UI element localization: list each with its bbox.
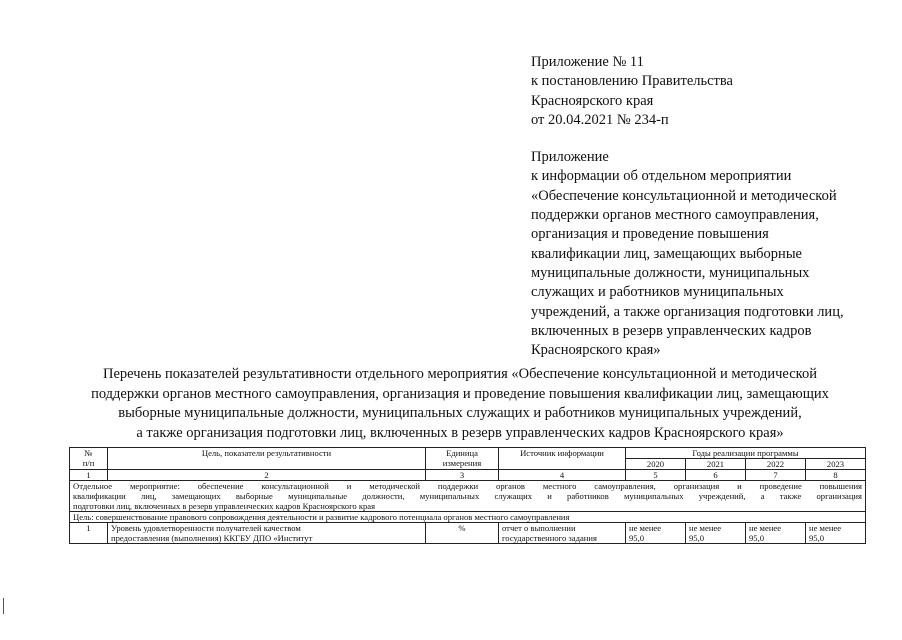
col-number: 5 <box>626 470 686 481</box>
title-line: поддержки органов местного самоуправления, организация и проведение повышения квалификации лиц, замещающих <box>91 385 829 402</box>
indicator-line: Уровень удовлетворенности получателей качеством <box>111 523 301 533</box>
header-unit-line: измерения <box>442 458 482 468</box>
indicator-line: предоставления (выполнения) ККГБУ ДПО «Институт <box>111 533 313 543</box>
row-value-2022 <box>746 523 806 544</box>
appendix-line: к постановлению Правительства <box>531 73 733 90</box>
header-year: 2020 <box>626 459 686 470</box>
measure-row <box>70 481 866 512</box>
header-goal: Цель, показатели результативности <box>108 448 426 470</box>
row-value-2021 <box>686 523 746 544</box>
header-year: 2023 <box>806 459 866 470</box>
appendix-line: муниципальные должности, муниципальных <box>531 264 810 281</box>
value-prefix: не менее <box>629 523 662 533</box>
header-num <box>70 448 108 470</box>
value-number: 95,0 <box>749 533 765 543</box>
appendix-line: поддержки органов местного самоуправления, <box>531 207 819 224</box>
value-prefix: не менее <box>809 523 842 533</box>
col-number: 7 <box>746 470 806 481</box>
measure-line: Отдельное мероприятие: обеспечение консультационной и методической поддержки органов местного самоуправления, организация и проведение повышения <box>73 481 862 491</box>
header-year: 2022 <box>746 459 806 470</box>
col-number: 3 <box>426 470 499 481</box>
table-row <box>70 523 866 544</box>
row-num: 1 <box>70 523 108 544</box>
appendix-line: Красноярского края» <box>531 342 661 359</box>
value-prefix: не менее <box>689 523 722 533</box>
col-number: 8 <box>806 470 866 481</box>
header-years: Годы реализации программы <box>626 448 866 459</box>
row-unit: % <box>426 523 499 544</box>
row-value-2020 <box>626 523 686 544</box>
source-line: отчет о выполнении <box>502 523 576 533</box>
goal-cell: Цель: совершенствование правового сопровождения деятельности и развитие кадрового потенциала органов местного самоуправления <box>70 512 866 523</box>
indicators-table <box>69 447 866 544</box>
source-line: государственного задания <box>502 533 597 543</box>
title-line: а также организация подготовки лиц, включенных в резерв управленческих кадров Красноярского края» <box>136 424 784 441</box>
title-line: выборные муниципальные должности, муниципальных служащих и работников муниципальных учреждений, <box>118 405 802 421</box>
row-value-2023 <box>806 523 866 544</box>
header-num-line: п/п <box>82 458 95 468</box>
goal-row <box>70 512 866 523</box>
appendix-line: к информации об отдельном мероприятии <box>531 168 792 185</box>
header-year: 2021 <box>686 459 746 470</box>
appendix-line: организация и проведение повышения <box>531 226 769 243</box>
measure-cell <box>70 481 866 512</box>
header-num-line: № <box>84 448 93 458</box>
header-unit <box>426 448 499 470</box>
appendix-line: от 20.04.2021 № 234-п <box>531 111 669 128</box>
appendix-line: включенных в резерв управленческих кадров <box>531 322 812 339</box>
header-source: Источник информации <box>499 448 626 470</box>
value-number: 95,0 <box>809 533 825 543</box>
appendix-line: «Обеспечение консультационной и методической <box>531 187 837 204</box>
col-number: 4 <box>499 470 626 481</box>
appendix-line: квалификации лиц, замещающих выборные <box>531 245 802 262</box>
col-number: 1 <box>70 470 108 481</box>
spacer <box>531 130 876 148</box>
value-number: 95,0 <box>689 533 705 543</box>
scan-margin-mark <box>3 598 4 614</box>
measure-line: квалификации лиц, замещающих выборные муниципальные должности, муниципальных служащих и работников муниципальных учреждений, а также организация <box>73 491 862 501</box>
value-number: 95,0 <box>629 533 645 543</box>
column-number-row <box>70 470 866 481</box>
appendix-line: Приложение <box>531 149 609 166</box>
row-source <box>499 523 626 544</box>
title-line: Перечень показателей результативности отдельного мероприятия «Обеспечение консультационной и методической <box>103 366 817 382</box>
header-unit-line: Единица <box>446 448 478 458</box>
appendix-line: служащих и работников муниципальных <box>531 284 784 301</box>
appendix-header <box>531 53 876 360</box>
appendix-line: Приложение № 11 <box>531 54 644 70</box>
document-title <box>40 365 880 443</box>
col-number: 6 <box>686 470 746 481</box>
value-prefix: не менее <box>749 523 782 533</box>
col-number: 2 <box>108 470 426 481</box>
appendix-line: Красноярского края <box>531 92 654 109</box>
header-row <box>70 448 866 459</box>
row-indicator <box>108 523 426 544</box>
measure-line: подготовки лиц, включенных в резерв управленческих кадров Красноярского края <box>73 501 376 511</box>
appendix-line: учреждений, а также организация подготовки лиц, <box>531 303 844 320</box>
